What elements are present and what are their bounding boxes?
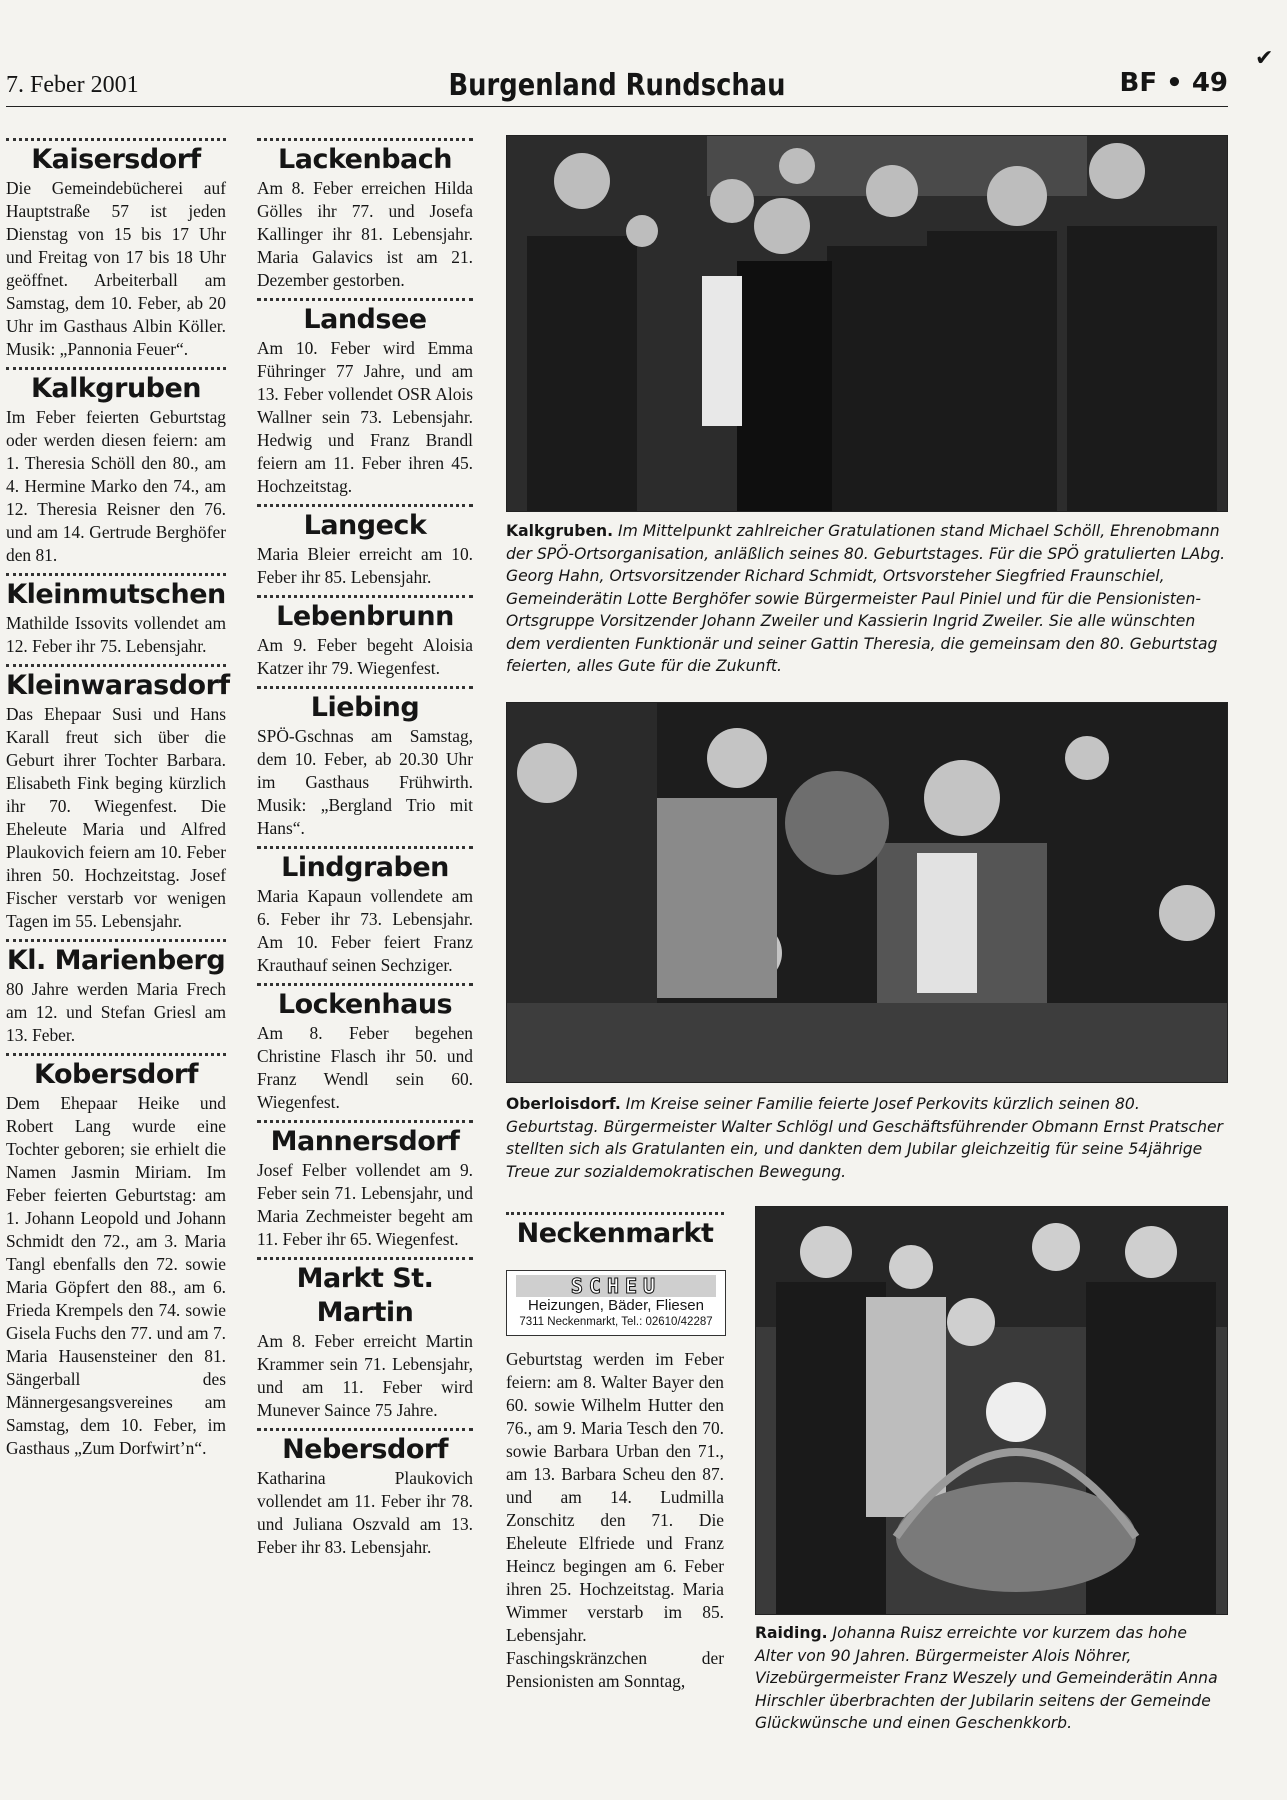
section-kobersdorf xyxy=(6,1053,226,1460)
section-kaisersdorf xyxy=(6,138,226,361)
oberloisdorf-caption xyxy=(506,1093,1228,1183)
section-title: Nebersdorf xyxy=(257,1428,473,1467)
party-photo-illustration xyxy=(507,703,1227,1082)
section-title: Liebing xyxy=(257,686,473,725)
section-text: SPÖ-Gschnas am Samstag, dem 10. Feber, ab 20.30 Uhr im Gasthaus Frühwirth. Musik: „Bergland Trio mit Hans“. xyxy=(257,726,473,838)
section-text: Maria Kapaun vollendete am 6. Feber ihr 73. Lebensjahr. Am 10. Feber feiert Franz Krauthauf seinen Sechziger. xyxy=(257,886,473,975)
section-text: 80 Jahre werden Maria Frech am 12. und Stefan Griesl am 13. Feber. xyxy=(6,979,226,1045)
page-number: BF • 49 xyxy=(1119,68,1228,98)
raiding-photo xyxy=(755,1206,1228,1615)
section-text: Am 10. Feber wird Emma Führinger 77 Jahre, und am 13. Feber vollendet OSR Alois Wallner sein 73. Lebensjahr. Hedwig und Franz Brandl feiern am 11. Feber ihren 45. Hochzeitstag. xyxy=(257,338,473,496)
section-title: Kleinwarasdorf xyxy=(6,664,226,703)
column-1 xyxy=(6,138,230,1460)
caption-text: Im Kreise seiner Familie feierte Josef Perkovits kürzlich seinen 80. Geburtstag. Bürgermeister Walter Schlögl und Geschäftsführender Obmann Ernst Pratscher stellten sich als Gratulanten ein, und dankten dem Jubilar gleichzeitig für seine 54jährige Treue zur sozialdemokratischen Bewegung. xyxy=(506,1095,1223,1181)
raiding-caption xyxy=(755,1622,1229,1735)
section-kalkgruben xyxy=(6,367,226,567)
section-text: Mathilde Issovits vollendet am 12. Feber ihr 75. Lebensjahr. xyxy=(6,613,226,656)
caption-text: Im Mittelpunkt zahlreicher Gratulationen stand Michael Schöll, Ehrenobmann der SPÖ-Ortsorganisation, anläßlich seines 80. Geburtstages. Für die SPÖ gratulierten LAbg. Georg Hahn, Ortsvorsitzender Richard Schmidt, Ortsvorsteher Siegfried Fraunschiel, Gemeinderätin Lotte Berghöfer sowie Bürgermeister Paul Piniel und für die Pensionisten-Ortsgruppe Vorsitzender Johann Zweiler und Kassierin Ingrid Zweiler. Sie alle wünschten dem verdienten Funktionär und seiner Gattin Theresia, die gemeinsam den 80. Geburtstag feierten, alles Gute für die Zukunft. xyxy=(506,522,1226,675)
newspaper-title: Burgenland Rundschau xyxy=(448,68,786,103)
section-liebing xyxy=(257,686,473,840)
column-2 xyxy=(257,138,473,1559)
corner-mark-icon: ✔ xyxy=(1255,46,1274,71)
section-lockenhaus xyxy=(257,983,473,1114)
section-text: Das Ehepaar Susi und Hans Karall freut sich über die Geburt ihrer Tochter Barbara. Elisabeth Fink beging kürzlich ihr 70. Wiegenfest. Die Eheleute Maria und Alfred Plaukovich feiern am 10. Feber ihren 50. Hochzeitstag. Josef Fischer verstarb vor wenigen Tagen im 55. Lebensjahr. xyxy=(6,704,226,931)
section-text: Am 8. Feber erreichen Hilda Gölles ihr 77. und Josefa Kallinger ihr 81. Lebensjahr. Maria Galavics ist am 21. Dezember gestorben. xyxy=(257,178,473,290)
ad-brand: SCHEU xyxy=(516,1275,716,1297)
section-title: Lackenbach xyxy=(257,138,473,177)
issue-date: 7. Feber 2001 xyxy=(6,72,139,98)
section-text: Maria Bleier erreicht am 10. Feber ihr 85. Lebensjahr. xyxy=(257,544,473,587)
section-title: Markt St. Martin xyxy=(257,1257,473,1330)
caption-place: Kalkgruben. xyxy=(506,522,614,540)
section-lackenbach xyxy=(257,138,473,292)
section-markt-st-martin xyxy=(257,1257,473,1422)
section-title: Kobersdorf xyxy=(6,1053,226,1092)
caption-place: Raiding. xyxy=(755,1624,828,1642)
section-text: Geburtstag werden im Feber feiern: am 8. Walter Bayer den 60. sowie Wilhelm Hutter den 76., am 9. Maria Tesch den 70. sowie Barbara Urban den 71., am 13. Barbara Scheu den 87. und am 14. Ludmilla Zonschitz den 71. Die Eheleute Elfriede und Franz Heincz begingen am 6. Feber ihren 25. Hochzeitstag. Maria Wimmer verstarb im 85. Lebensjahr. Faschingskränzchen der Pensionisten am Sonntag, xyxy=(506,1349,724,1691)
section-text: Katharina Plaukovich vollendet am 11. Feber ihr 78. und Juliana Oszvald am 13. Feber ihr 83. Lebensjahr. xyxy=(257,1468,473,1557)
section-title: Mannersdorf xyxy=(257,1120,473,1159)
section-langeck xyxy=(257,504,473,589)
section-mannersdorf xyxy=(257,1120,473,1251)
section-nebersdorf xyxy=(257,1428,473,1559)
caption-place: Oberloisdorf. xyxy=(506,1095,621,1113)
neckenmarkt-body xyxy=(506,1348,724,1693)
ad-services: Heizungen, Bäder, Fliesen xyxy=(528,1297,704,1314)
ad-contact: 7311 Neckenmarkt, Tel.: 02610/42287 xyxy=(519,1316,713,1328)
section-title: Lockenhaus xyxy=(257,983,473,1022)
section-landsee xyxy=(257,298,473,498)
section-kleinmutschen xyxy=(6,573,226,658)
group-photo-illustration xyxy=(507,136,1227,511)
section-title: Landsee xyxy=(257,298,473,337)
gift-photo-illustration xyxy=(756,1207,1227,1614)
section-title: Lindgraben xyxy=(257,846,473,885)
scheu-advertisement xyxy=(506,1270,726,1336)
section-title: Kalkgruben xyxy=(6,367,226,406)
section-text: Am 8. Feber begehen Christine Flasch ihr 50. und Franz Wendl sein 60. Wiegenfest. xyxy=(257,1023,473,1112)
section-title: Kaisersdorf xyxy=(6,138,226,177)
oberloisdorf-photo xyxy=(506,702,1228,1083)
section-title: Kl. Marienberg xyxy=(6,939,226,978)
section-kleinwarasdorf xyxy=(6,664,230,933)
section-neckenmarkt xyxy=(506,1212,724,1251)
section-text: Im Feber feierten Geburtstag oder werden diesen feiern: am 1. Theresia Schöll den 80., am 4. Hermine Marko den 74., am 12. Theresia Reisner den 76. und am 14. Gertrude Berghöfer den 81. xyxy=(6,407,226,565)
section-text: Josef Felber vollendet am 9. Feber sein 71. Lebensjahr, und Maria Zechmeister begeht am 11. Feber ihr 65. Wiegenfest. xyxy=(257,1160,473,1249)
section-lindgraben xyxy=(257,846,473,977)
section-title: Kleinmutschen xyxy=(6,573,226,612)
kalkgruben-photo xyxy=(506,135,1228,512)
section-title: Lebenbrunn xyxy=(257,595,473,634)
section-title: Langeck xyxy=(257,504,473,543)
section-kl-marienberg xyxy=(6,939,226,1047)
caption-text: Johanna Ruisz erreichte vor kurzem das hohe Alter von 90 Jahren. Bürgermeister Alois Nöhrer, Vizebürgermeister Franz Weszely und Gemeinderätin Anna Hirschler überbrachten der Jubilarin seitens der Gemeinde Glückwünsche und einen Geschenkkorb. xyxy=(755,1624,1218,1732)
section-text: Dem Ehepaar Heike und Robert Lang wurde eine Tochter geboren; sie erhielt die Namen Jasmin Miriam. Im Feber feierten Geburtstag: am 1. Johann Leopold und Johann Schmidt den 72., am 3. Maria Tangl ebenfalls den 72. sowie Maria Göpfert den 88., am 6. Frieda Krempels den 74. sowie Gisela Fuchs den 77. und am 7. Maria Hausensteiner den 81. Sängerball des Männergesangsvereines am Samstag, dem 10. Feber, im Gasthaus „Zum Dorfwirt’n“. xyxy=(6,1093,226,1458)
section-text: Die Gemeindebücherei auf Hauptstraße 57 ist jeden Dienstag von 15 bis 17 Uhr und Freitag von 17 bis 18 Uhr geöffnet. Arbeiterball am Samstag, dem 10. Feber, ab 20 Uhr im Gasthaus Albin Köller. Musik: „Pannonia Feuer“. xyxy=(6,178,226,359)
section-lebenbrunn xyxy=(257,595,473,680)
section-title: Neckenmarkt xyxy=(506,1212,724,1251)
kalkgruben-caption xyxy=(506,520,1228,678)
page-header xyxy=(6,66,1228,107)
section-text: Am 8. Feber erreicht Martin Krammer sein 71. Lebensjahr, und am 11. Feber wird Munever Saince 75 Jahre. xyxy=(257,1331,473,1420)
section-text: Am 9. Feber begeht Aloisia Katzer ihr 79. Wiegenfest. xyxy=(257,635,473,678)
